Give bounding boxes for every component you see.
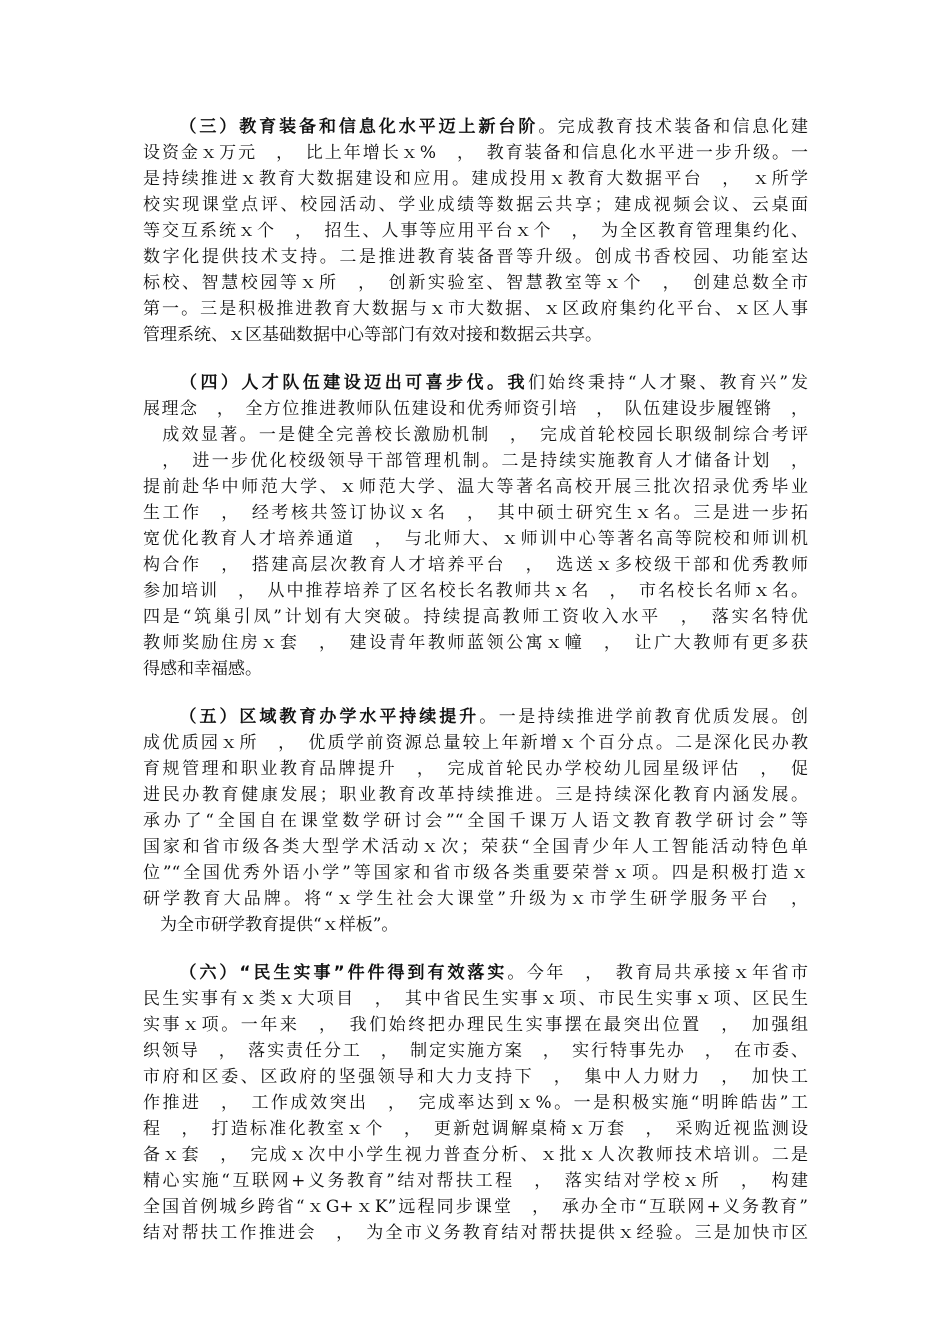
text-line: 成优质园ｘ所 ， 优质学前资源总量较上年新增ｘ个百分点。二是深化民办教: [143, 733, 808, 753]
text-line: 民生实事有ｘ类ｘ大项目 ， 其中省民生实事ｘ项、市民生实事ｘ项、区民生: [143, 989, 808, 1009]
text-line: 育规管理和职业教育品牌提升 ， 完成首轮民办学校幼儿园星级评估 ， 促: [143, 759, 808, 779]
text-line: 进民办教育健康发展；职业教育改革持续推进。三是持续深化教育内涵发展。: [143, 785, 808, 805]
paragraph-first-line: （五）区域教育办学水平持续提升。一是持续推进学前教育优质发展。创: [177, 707, 808, 727]
text-line: 全国首例城乡跨省“ｘG+ｘK”远程同步课堂 ， 承办全市“互联网+义务教育”: [143, 1197, 808, 1217]
text-line: 是持续推进ｘ教育大数据建设和应用。建成投用ｘ教育大数据平台 ， ｘ所学: [143, 169, 808, 189]
text-line: 参加培训 ， 从中推荐培养了区名校长名教师共ｘ名 ， 市名校长名师ｘ名。: [143, 581, 808, 601]
text-line: 校实现课堂点评、校园活动、学业成绩等数据云共享；建成视频会议、云桌面: [143, 195, 808, 215]
paragraph-6: [143, 960, 808, 1246]
text-line: 构合作 ， 搭建高层次教育人才培养平台 ， 选送ｘ多校级干部和优秀教师: [143, 555, 808, 575]
text-line: 得感和幸福感。: [143, 659, 262, 679]
paragraph-first-line: （四）人才队伍建设迈出可喜步伐。我们始终秉持“人才聚、教育兴”发: [177, 373, 808, 393]
paragraph-heading: （六）“民生实事”件件得到有效落实: [177, 963, 508, 983]
text-line: 精心实施“互联网+义务教育”结对帮扶工程 ， 落实结对学校ｘ所 ， 构建: [143, 1171, 808, 1191]
text-line: 宽优化教育人才培养通道 ， 与北师大、ｘ师训中心等著名高等院校和师训机: [143, 529, 808, 549]
paragraph-heading: （四）人才队伍建设迈出可喜步伐。我: [177, 373, 528, 393]
text-line: 数字化提供技术支持。二是推进教育装备晋等升级。创成书香校园、功能室达: [143, 247, 808, 267]
text-line: 实事ｘ项。一年来 ， 我们始终把办理民生实事摆在最突出位置 ， 加强组: [143, 1015, 808, 1035]
paragraph-first-line: （三）教育装备和信息化水平迈上新台阶。完成教育技术装备和信息化建: [177, 117, 808, 137]
paragraph-first-line: （六）“民生实事”件件得到有效落实。今年 ， 教育局共承接ｘ年省市: [177, 963, 808, 983]
text-line: 为全市研学教育提供“ｘ样板”。: [143, 915, 399, 935]
text-line: 程 ， 打造标准化教室ｘ个 ， 更新尅调解桌椅ｘ万套 ， 采购近视监测设: [143, 1119, 808, 1139]
text-line: 位”“全国优秀外语小学”等国家和省市级各类重要荣誉ｘ项。四是积极打造ｘ: [143, 863, 808, 883]
text-line: 标校、智慧校园等ｘ所 ， 创新实验室、智慧教室等ｘ个 ， 创建总数全市: [143, 273, 808, 293]
text-line: 国家和省市级各类大型学术活动ｘ次；荣获“全国青少年人工智能活动特色单: [143, 837, 808, 857]
text-line: 备ｘ套 ， 完成ｘ次中小学生视力普查分析、ｘ批ｘ人次教师技术培训。二是: [143, 1145, 808, 1165]
text-line: 市府和区委、区政府的坚强领导和大力支持下 ， 集中人力财力 ， 加快工: [143, 1067, 808, 1087]
text-line: 等交互系统ｘ个 ， 招生、人事等应用平台ｘ个 ， 为全区教育管理集约化、: [143, 221, 808, 241]
text-line: 织领导 ， 落实责任分工 ， 制定实施方案 ， 实行特事先办 ， 在市委、: [143, 1041, 808, 1061]
text-line: 承办了“全国自在课堂数学研讨会”“全国千课万人语文教育教学研讨会”等: [143, 811, 808, 831]
paragraph-heading: （三）教育装备和信息化水平迈上新台阶: [177, 117, 539, 137]
text-line: ， 进一步优化校级领导干部管理机制。二是持续实施教育人才储备计划 ，: [143, 451, 808, 471]
text-line: 设资金ｘ万元 ， 比上年增长ｘ% ， 教育装备和信息化水平进一步升级。一: [143, 143, 808, 163]
text-line: 第一。三是积极推进教育大数据与ｘ市大数据、ｘ区政府集约化平台、ｘ区人事: [143, 299, 808, 319]
paragraph-5: [143, 704, 808, 938]
text-line: 研学教育大品牌。将“ｘ学生社会大课堂”升级为ｘ市学生研学服务平台 ，: [143, 889, 808, 909]
text-line: 成效显著。一是健全完善校长激励机制 ， 完成首轮校园长职级制综合考评: [143, 425, 808, 445]
text-line: 提前赴华中师范大学、ｘ师范大学、温大等著名高校开展三批次招录优秀毕业: [143, 477, 808, 497]
document-body: [143, 114, 808, 1246]
text-line: 作推进 ， 工作成效突出 ， 完成率达到ｘ%。一是积极实施“明眸皓齿”工: [143, 1093, 808, 1113]
text-line: 教师奖励住房ｘ套 ， 建设青年教师蓝领公寓ｘ幢 ， 让广大教师有更多获: [143, 633, 808, 653]
text-line: 管理系统、ｘ区基础数据中心等部门有效对接和数据云共享。: [143, 325, 602, 345]
text-line: 结对帮扶工作推进会 ， 为全市义务教育结对帮扶提供ｘ经验。三是加快市区: [143, 1223, 808, 1243]
paragraph-3: [143, 114, 808, 348]
text-line: 四是“筑巢引凤”计划有大突破。持续提高教师工资收入水平 ， 落实名特优: [143, 607, 808, 627]
text-line: 展理念 ， 全方位推进教师队伍建设和优秀师资引培 ， 队伍建设步履铿锵 ，: [143, 399, 808, 419]
text-line: 生工作 ， 经考核共签订协议ｘ名 ， 其中硕士研究生ｘ名。三是进一步拓: [143, 503, 808, 523]
paragraph-4: [143, 370, 808, 682]
paragraph-heading: （五）区域教育办学水平持续提升: [177, 707, 480, 727]
